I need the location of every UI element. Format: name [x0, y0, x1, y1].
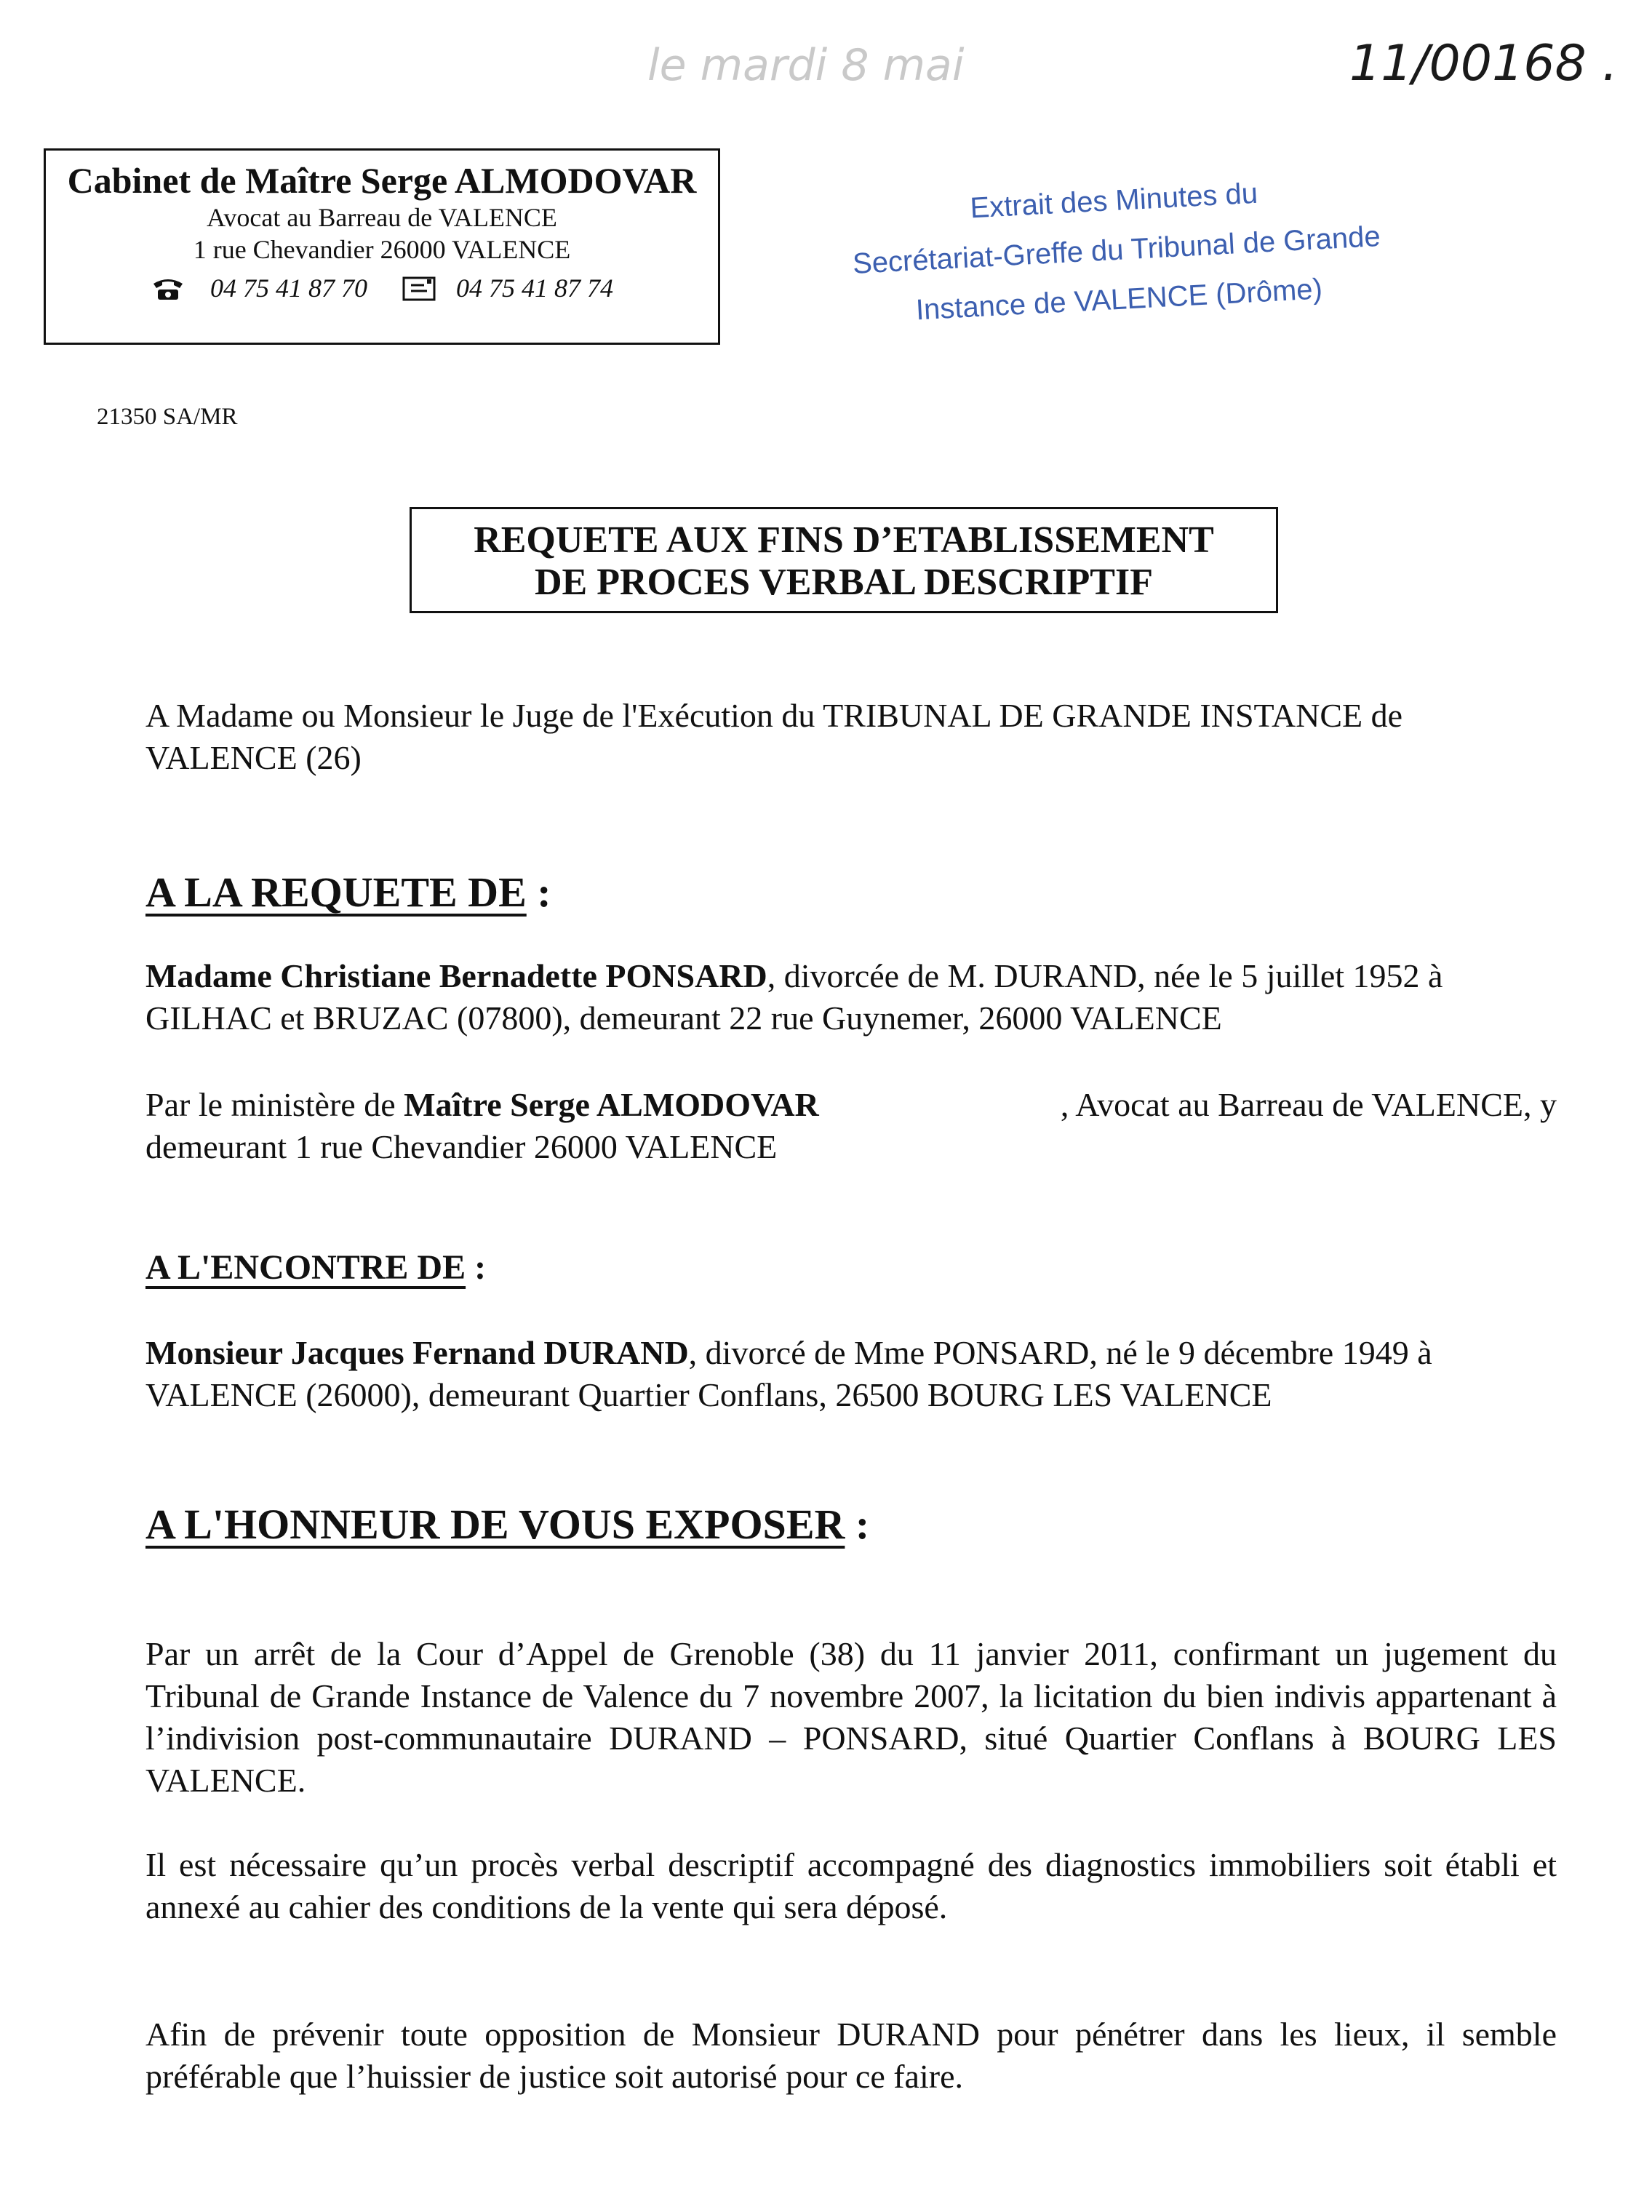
section-heading-requete-colon: :: [526, 869, 551, 916]
expose-paragraph-2: Il est nécessaire qu’un procès verbal descriptif accompagné des diagnostics immobiliers soit établi et annexé au cahier des conditions de la vente qui sera déposé.: [145, 1846, 1557, 1925]
fax-icon: [402, 275, 436, 301]
opposing-party-details-1: , divorcé de Mme PONSARD, né le 9 décembre 1949 à: [688, 1334, 1432, 1371]
section-heading-encontre-colon: :: [466, 1248, 487, 1287]
stamp-line-1: Extrait des Minutes du: [969, 177, 1259, 225]
opposing-party-name: Monsieur Jacques Fernand DURAND: [145, 1334, 689, 1371]
counsel-prefix: Par le ministère de: [145, 1086, 404, 1123]
expose-paragraph-3: Afin de prévenir toute opposition de Monsieur DURAND pour pénétrer dans les lieux, il semble préférable que l’huissier de justice soit autorisé pour ce faire.: [145, 2016, 1557, 2095]
title-line-2: DE PROCES VERBAL DESCRIPTIF: [534, 562, 1153, 603]
counsel-paragraph: [145, 1084, 1557, 1168]
section-heading-encontre: [145, 1247, 486, 1287]
expose-paragraph-1: Par un arrêt de la Cour d’Appel de Grenoble (38) du 11 janvier 2011, confirmant un jugement du Tribunal de Grande Instance de Valence du 7 novembre 2007, la licitation du bien indivis appartenant à l’indivision post-communautaire DURAND – PONSARD, situé Quartier Conflans à BOURG LES VALENCE.: [145, 1635, 1557, 1799]
opposing-party: [145, 1332, 1557, 1416]
requesting-party-details-1: , divorcée de M. DURAND, née le 5 juillet 1952 à: [767, 957, 1443, 994]
opposing-party-details-2: VALENCE (26000), demeurant Quartier Conflans, 26500 BOURG LES VALENCE: [145, 1376, 1272, 1413]
handwritten-reference-text: 11/00168 .: [1349, 35, 1618, 92]
section-heading-expose-text: A L'HONNEUR DE VOUS EXPOSER: [145, 1501, 845, 1548]
document-title-box: [410, 507, 1278, 613]
section-heading-expose-colon: :: [845, 1501, 870, 1548]
handwritten-faint-note-text: le mardi 8 mai: [647, 40, 965, 91]
firm-line-2: 1 rue Chevandier 26000 VALENCE: [193, 235, 571, 264]
handwritten-faint-note: [640, 22, 1178, 102]
firm-name: Cabinet de Maître Serge ALMODOVAR: [67, 160, 697, 201]
requesting-party-details-2: GILHAC et BRUZAC (07800), demeurant 22 rue Guynemer, 26000 VALENCE: [145, 999, 1222, 1037]
fax-number: 04 75 41 87 74: [456, 273, 613, 303]
counsel-suffix-2: demeurant 1 rue Chevandier 26000 VALENCE: [145, 1128, 778, 1165]
addressee: A Madame ou Monsieur le Juge de l'Exécution du TRIBUNAL DE GRANDE INSTANCE de VALENCE (26): [145, 697, 1403, 776]
stamp-line-2: Secrétariat-Greffe du Tribunal de Grande: [851, 220, 1381, 280]
requesting-party-name: Madame Christiane Bernadette PONSARD: [145, 957, 767, 994]
title-line-1: REQUETE AUX FINS D’ETABLISSEMENT: [474, 519, 1214, 561]
counsel-name: Maître Serge ALMODOVAR: [404, 1086, 819, 1123]
section-heading-requete: [145, 868, 551, 917]
letterhead-box: [44, 148, 720, 345]
firm-contact: [46, 273, 718, 303]
counsel-suffix-1: , Avocat au Barreau de VALENCE, y: [1060, 1086, 1557, 1123]
phone-icon: [151, 275, 185, 301]
section-heading-requete-text: A LA REQUETE DE: [145, 869, 527, 916]
registry-stamp: [837, 161, 1397, 338]
phone-number: 04 75 41 87 70: [210, 273, 367, 303]
file-reference: 21350 SA/MR: [97, 404, 238, 430]
firm-line-1: Avocat au Barreau de VALENCE: [207, 203, 557, 232]
section-heading-encontre-text: A L'ENCONTRE DE: [145, 1248, 466, 1287]
requesting-party: [145, 955, 1557, 1039]
handwritten-reference: [1342, 15, 1648, 145]
section-heading-expose: [145, 1500, 869, 1549]
stamp-line-3: Instance de VALENCE (Drôme): [914, 273, 1323, 327]
